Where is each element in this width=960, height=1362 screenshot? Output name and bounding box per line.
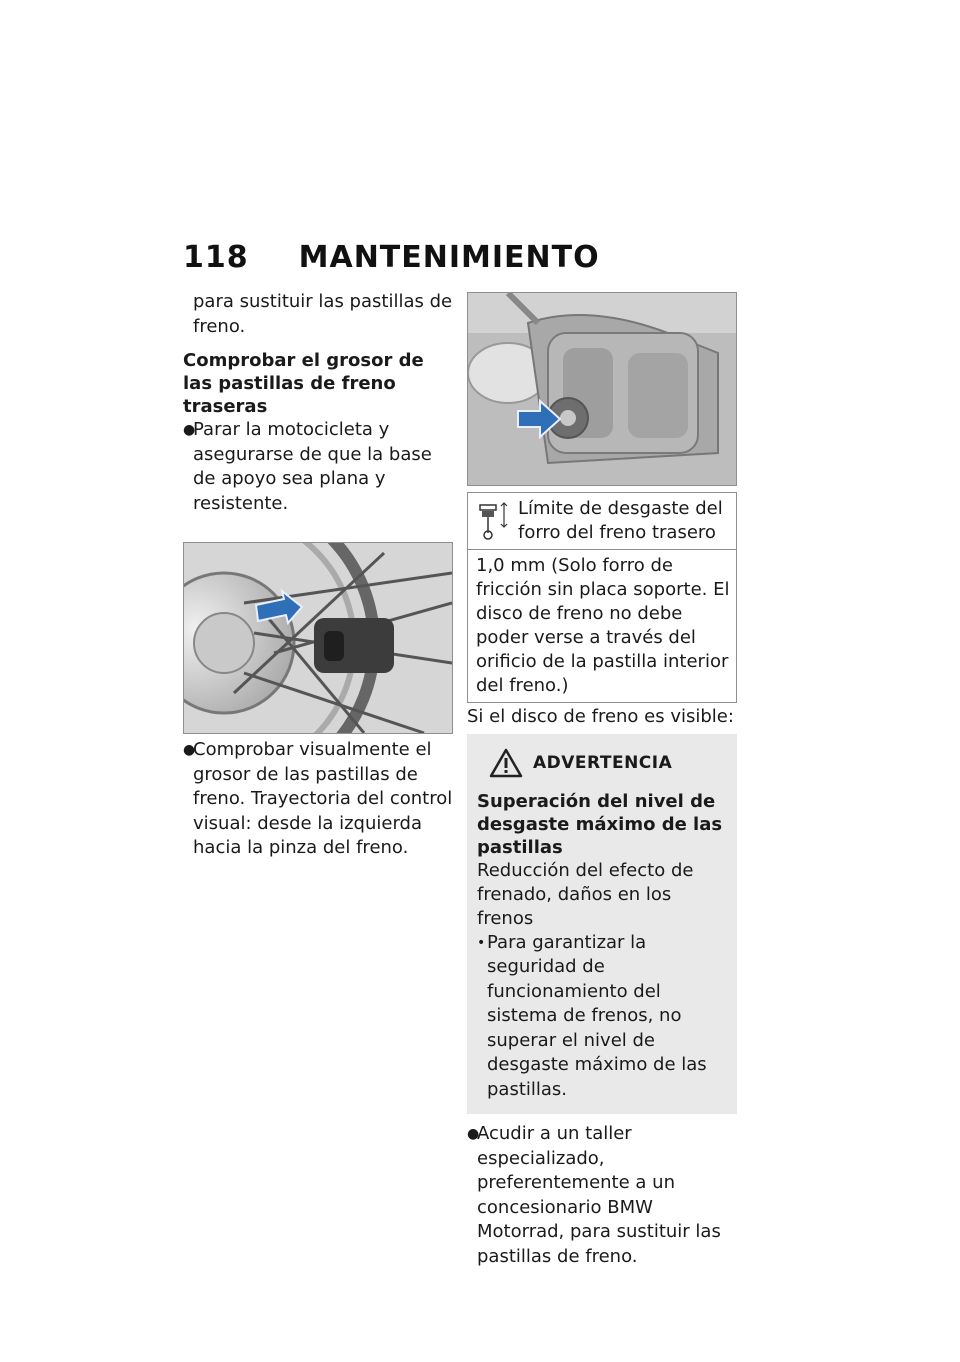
warning-action: • Para garantizar la seguridad de funcionamiento del sistema de frenos, no superar el nivel de desgaste máximo de las pastillas. (477, 931, 727, 1103)
bullet-dot-icon: ● (183, 742, 196, 758)
condition-text: Si el disco de freno es visible: (467, 706, 734, 727)
spec-table (467, 492, 737, 703)
bullet-item: ● Parar la motocicleta y asegurarse de que la base de apoyo sea plana y resistente. (183, 418, 453, 516)
warning-box (467, 734, 737, 1115)
spec-label: Límite de desgaste del forro del freno trasero (518, 498, 723, 543)
bullet-dot-icon: ● (183, 422, 196, 438)
bullet-item: ● Acudir a un taller especializado, preferentemente a un concesionario BMW Motorrad, para sustituir las pastillas de freno. (467, 1122, 737, 1269)
section-title: Comprobar el grosor de las pastillas de freno traseras (183, 350, 424, 417)
bullet-dot-icon: ● (467, 1126, 480, 1142)
chapter-title: MANTENIMIENTO (298, 240, 600, 275)
spec-header (468, 493, 736, 550)
left-column (183, 290, 453, 861)
page-header (183, 240, 600, 275)
warning-consequence: Reducción del efecto de frenado, daños en los frenos (477, 859, 694, 929)
caliper-illustration (468, 293, 736, 485)
warning-triangle-icon (489, 748, 523, 778)
warning-header (489, 748, 727, 778)
warning-title: ADVERTENCIA (533, 752, 673, 773)
caliper-photo (467, 292, 737, 486)
brake-pad-wear-icon (478, 497, 518, 545)
continued-text: para sustituir las pastillas de freno. (193, 291, 453, 337)
wheel-photo (183, 542, 453, 734)
bullet-item: ● Comprobar visualmente el grosor de las pastillas de freno. Trayectoria del control visual: desde la izquierda hacia la pinza del freno. (183, 738, 453, 861)
page-number: 118 (183, 240, 249, 275)
wheel-illustration (184, 543, 452, 733)
warning-subtitle: Superación del nivel de desgaste máximo de las pastillas (477, 790, 723, 858)
spec-value: 1,0 mm (Solo forro de fricción sin placa soporte. El disco de freno no debe poder verse a través del orificio de la pastilla interior del freno.) (476, 555, 730, 696)
right-column (467, 292, 737, 1269)
bullet-dot-icon: • (477, 934, 486, 951)
